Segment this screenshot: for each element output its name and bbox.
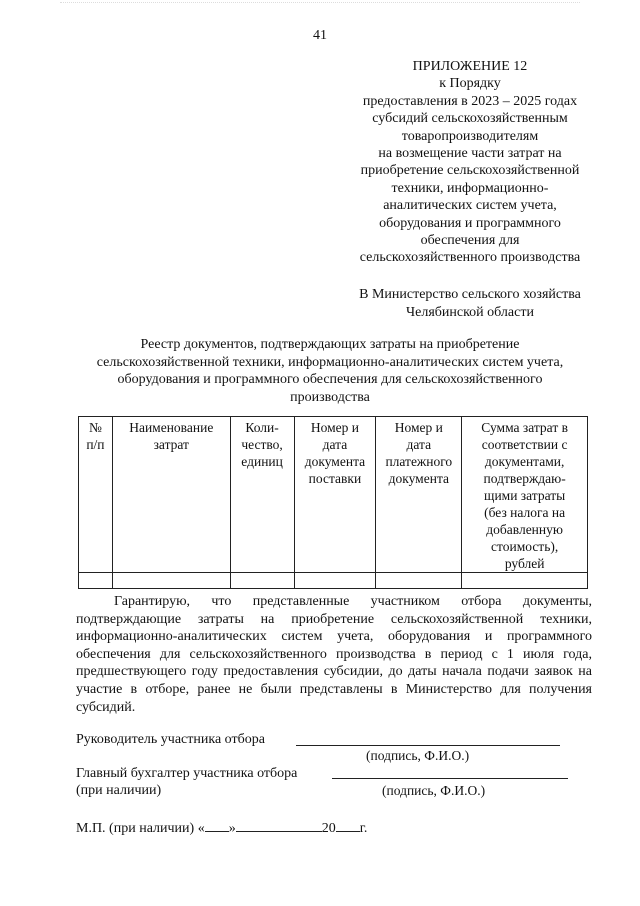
register-title-line: сельскохозяйственной техники, информационно-аналитических систем учета, — [96, 354, 564, 370]
column-header — [376, 417, 462, 573]
accountant-signature-line — [332, 778, 568, 779]
table-cell — [112, 573, 230, 589]
column-header-line: поставки — [308, 471, 362, 486]
table-row — [79, 573, 588, 589]
page-number: 41 — [313, 28, 327, 43]
column-header — [294, 417, 376, 573]
column-header-line: Сумма затрат в — [481, 420, 568, 435]
column-header-line: № — [88, 420, 102, 435]
column-header — [79, 417, 113, 573]
table-cell — [294, 573, 376, 589]
stamp-suffix: г. — [359, 821, 368, 836]
column-header-line: затрат — [153, 437, 189, 452]
column-header-line: (без налога на — [484, 505, 566, 520]
year-blank — [336, 818, 360, 832]
stamp-year: 20 — [321, 821, 336, 836]
table-cell — [230, 573, 294, 589]
column-header-line: рублей — [504, 556, 545, 571]
table-cell — [376, 573, 462, 589]
column-header-line: Номер и — [310, 420, 360, 435]
column-header-line: соответствии с — [481, 437, 568, 452]
column-header-line: документа — [388, 471, 449, 486]
appendix-line: аналитических систем учета, — [383, 198, 557, 214]
month-blank — [236, 818, 322, 832]
appendix-line: субсидий сельскохозяйственным — [372, 111, 568, 127]
appendix-header — [330, 58, 610, 267]
day-blank — [205, 818, 229, 832]
accountant-signature-hint: (подпись, Ф.И.О.) — [382, 783, 486, 798]
column-header-line: добавленную — [486, 522, 563, 537]
column-header — [462, 417, 588, 573]
appendix-line: приобретение сельскохозяйственной — [360, 163, 580, 179]
table-header-row — [79, 417, 588, 573]
addressee — [330, 286, 610, 322]
table-cell — [462, 573, 588, 589]
register-table — [78, 416, 588, 589]
column-header-line: чество, — [241, 437, 283, 452]
column-header-line: п/п — [86, 437, 105, 452]
register-title — [60, 336, 600, 406]
appendix-line: ПРИЛОЖЕНИЕ 12 — [412, 59, 528, 74]
column-header-line: дата — [322, 437, 348, 452]
accountant-note: (при наличии) — [76, 783, 162, 798]
appendix-line: сельскохозяйственного производства — [359, 250, 581, 266]
addressee-line-1: В Министерство сельского хозяйства — [359, 287, 581, 302]
head-label: Руководитель участника отбора — [76, 732, 265, 747]
head-signature-line — [296, 745, 560, 746]
register-title-line: оборудования и программного обеспечения для сельскохозяйственного — [117, 372, 543, 387]
stamp-prefix: М.П. (при наличии) « — [76, 821, 205, 836]
column-header-line: щими затраты — [484, 488, 566, 503]
column-header — [230, 417, 294, 573]
column-header-line: единиц — [241, 454, 283, 469]
appendix-line: на возмещение части затрат на — [378, 146, 562, 162]
column-header-line: подтверждаю- — [483, 471, 566, 486]
column-header-line: платежного — [385, 454, 453, 469]
appendix-line: к Порядку — [439, 76, 501, 92]
column-header-line: дата — [406, 437, 432, 452]
appendix-line: обеспечения для — [420, 233, 520, 249]
column-header-line: документа — [304, 454, 366, 469]
column-header-line: Наименование — [129, 420, 214, 435]
appendix-line: оборудования и программного — [379, 215, 561, 231]
guarantee-paragraph: Гарантирую, что представленные участником отбора документы, подтверждающие затраты на приобретение сельскохозяйственной техники, информационно-аналитических систем учета, оборудования и программного обеспечения для сельскохозяйственного производства в период с 1 июля года, предшествующего году предоставления субсидии, до даты начала подачи заявок на участие в отборе, ранее не были представлены в Министерство для получения субсидий. — [76, 594, 592, 715]
accountant-label: Главный бухгалтер участника отбора — [76, 766, 298, 781]
table-cell — [79, 573, 113, 589]
head-signature-hint: (подпись, Ф.И.О.) — [366, 748, 470, 763]
register-title-line: производства — [290, 389, 370, 405]
appendix-line: товаропроизводителям — [401, 128, 539, 144]
column-header-line: Коли- — [245, 420, 279, 435]
appendix-line: предоставления в 2023 – 2025 годах — [362, 93, 578, 109]
scan-artifact-line — [60, 2, 580, 3]
stamp-date-line — [76, 818, 367, 837]
stamp-quote: » — [228, 821, 236, 836]
appendix-line: техники, информационно- — [391, 180, 549, 196]
column-header-line: документами, — [484, 454, 565, 469]
column-header-line: стоимость), — [491, 539, 559, 554]
register-title-line: Реестр документов, подтверждающих затраты на приобретение — [140, 337, 520, 352]
addressee-line-2: Челябинской области — [406, 305, 534, 320]
column-header — [112, 417, 230, 573]
column-header-line: Номер и — [394, 420, 443, 435]
